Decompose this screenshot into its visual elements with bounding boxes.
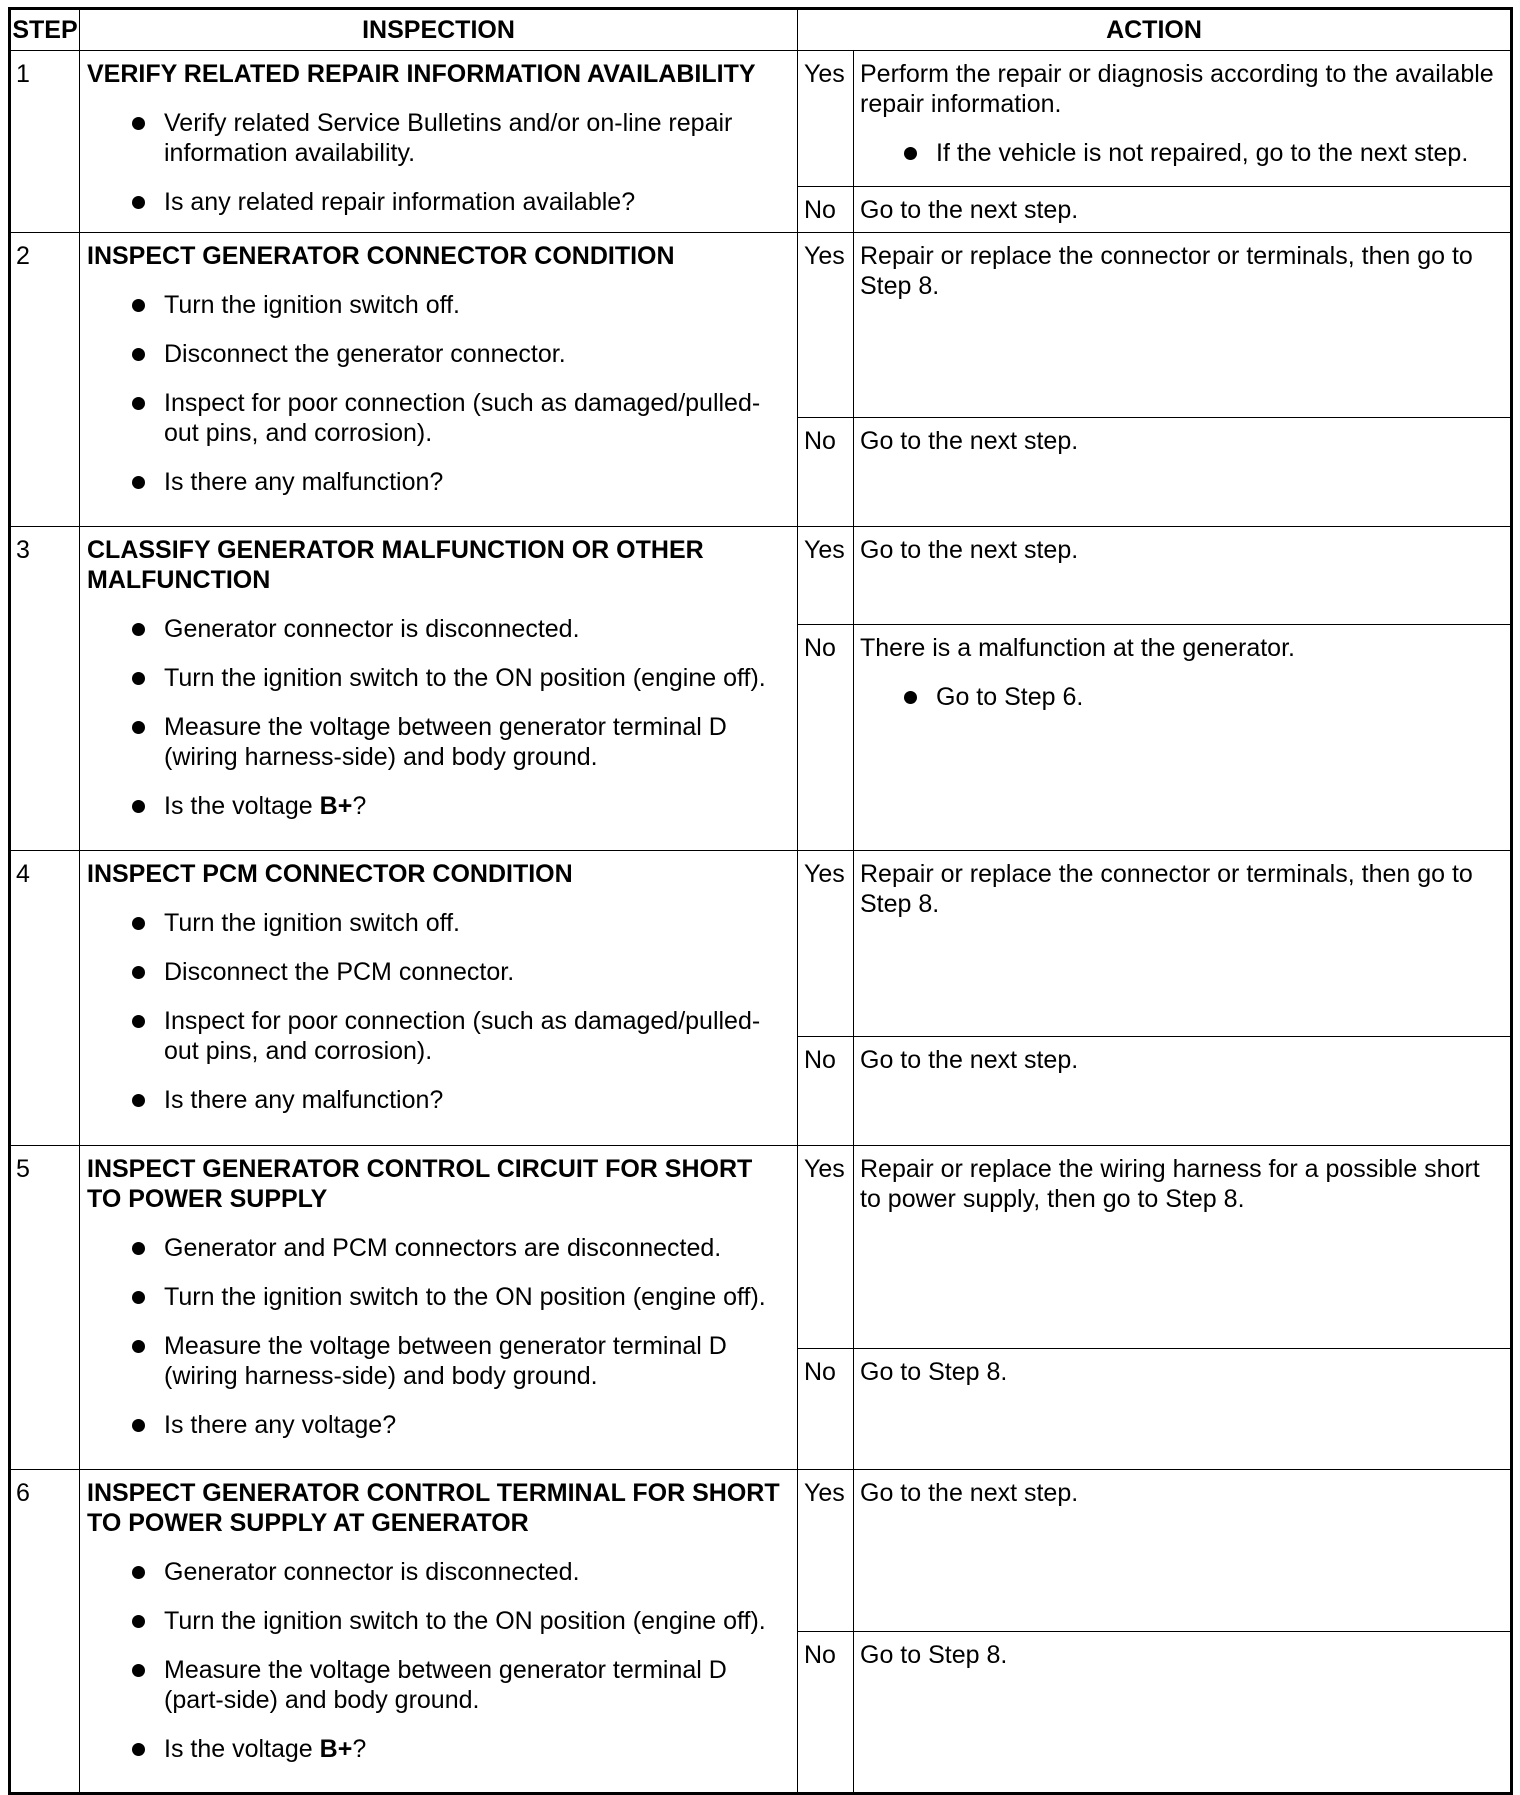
list-item: Generator connector is disconnected. bbox=[87, 1557, 789, 1587]
step-number: 2 bbox=[10, 233, 80, 527]
bullet-icon bbox=[132, 672, 145, 685]
yes-action: Repair or replace the connector or terminals, then go to Step 8. bbox=[854, 233, 1512, 418]
list-item: Is there any voltage? bbox=[87, 1410, 789, 1440]
list-item: Generator connector is disconnected. bbox=[87, 614, 789, 644]
no-label: No bbox=[798, 1632, 854, 1794]
step-inspection bbox=[80, 51, 798, 233]
step-inspection bbox=[80, 527, 798, 851]
yes-label: Yes bbox=[798, 851, 854, 1037]
yes-label: Yes bbox=[798, 233, 854, 418]
no-label: No bbox=[798, 1037, 854, 1146]
yes-label: Yes bbox=[798, 527, 854, 625]
inspection-list bbox=[87, 614, 789, 821]
step-4-yes-row bbox=[10, 851, 1512, 1037]
yes-action: Go to the next step. bbox=[854, 1470, 1512, 1632]
list-item: Measure the voltage between generator terminal D (wiring harness-side) and body ground. bbox=[87, 712, 789, 772]
list-item: Is the voltage B+? bbox=[87, 1734, 789, 1764]
step-inspection bbox=[80, 1146, 798, 1470]
yes-action: Repair or replace the wiring harness for a possible short to power supply, then go to Step 8. bbox=[854, 1146, 1512, 1349]
step-title: INSPECT GENERATOR CONTROL TERMINAL FOR SHORT TO POWER SUPPLY AT GENERATOR bbox=[87, 1479, 780, 1537]
step-title: INSPECT GENERATOR CONNECTOR CONDITION bbox=[87, 242, 675, 270]
step-title: VERIFY RELATED REPAIR INFORMATION AVAILABILITY bbox=[87, 60, 756, 88]
no-label: No bbox=[798, 418, 854, 527]
list-item: Disconnect the generator connector. bbox=[87, 339, 789, 369]
list-item: Measure the voltage between generator terminal D (wiring harness-side) and body ground. bbox=[87, 1331, 789, 1391]
inspection-list bbox=[87, 108, 789, 217]
step-number: 1 bbox=[10, 51, 80, 233]
action-text: There is a malfunction at the generator. bbox=[860, 634, 1295, 662]
bullet-icon bbox=[132, 1566, 145, 1579]
bullet-icon bbox=[132, 800, 145, 813]
bullet-icon bbox=[132, 917, 145, 930]
bullet-icon bbox=[132, 1015, 145, 1028]
inspection-list bbox=[87, 1557, 789, 1764]
list-item: Turn the ignition switch off. bbox=[87, 290, 789, 320]
no-label: No bbox=[798, 625, 854, 851]
inspection-list bbox=[87, 1233, 789, 1440]
list-item: Go to Step 6. bbox=[860, 682, 1502, 712]
bullet-icon bbox=[132, 1419, 145, 1432]
no-action: Go to the next step. bbox=[854, 1037, 1512, 1146]
bullet-icon bbox=[132, 1743, 145, 1756]
bullet-icon bbox=[132, 196, 145, 209]
list-item: If the vehicle is not repaired, go to the next step. bbox=[860, 138, 1502, 168]
step-2-yes-row bbox=[10, 233, 1512, 418]
step-number: 6 bbox=[10, 1470, 80, 1794]
bullet-icon bbox=[132, 1291, 145, 1304]
bullet-icon bbox=[132, 721, 145, 734]
step-5-yes-row bbox=[10, 1146, 1512, 1349]
bullet-icon bbox=[132, 348, 145, 361]
list-item: Turn the ignition switch to the ON position (engine off). bbox=[87, 1282, 789, 1312]
bullet-icon bbox=[904, 147, 917, 160]
bullet-icon bbox=[132, 1615, 145, 1628]
inspection-list bbox=[87, 908, 789, 1115]
bullet-icon bbox=[132, 117, 145, 130]
bullet-icon bbox=[132, 1664, 145, 1677]
step-number: 3 bbox=[10, 527, 80, 851]
inspection-list bbox=[87, 290, 789, 497]
bullet-icon bbox=[132, 1242, 145, 1255]
diagnostic-procedure-table bbox=[8, 7, 1513, 1795]
header-action: ACTION bbox=[798, 9, 1512, 51]
no-action: Go to the next step. bbox=[854, 418, 1512, 527]
header-inspection: INSPECTION bbox=[80, 9, 798, 51]
bullet-icon bbox=[132, 623, 145, 636]
list-item: Disconnect the PCM connector. bbox=[87, 957, 789, 987]
list-item: Turn the ignition switch off. bbox=[87, 908, 789, 938]
action-list bbox=[860, 682, 1502, 712]
list-item: Turn the ignition switch to the ON position (engine off). bbox=[87, 1606, 789, 1636]
no-action bbox=[854, 625, 1512, 851]
bullet-icon bbox=[132, 1340, 145, 1353]
bullet-icon bbox=[904, 691, 917, 704]
no-label: No bbox=[798, 187, 854, 233]
yes-label: Yes bbox=[798, 51, 854, 187]
step-title: INSPECT GENERATOR CONTROL CIRCUIT FOR SHORT TO POWER SUPPLY bbox=[87, 1155, 753, 1213]
no-action: Go to Step 8. bbox=[854, 1349, 1512, 1470]
step-title: INSPECT PCM CONNECTOR CONDITION bbox=[87, 860, 573, 888]
yes-action bbox=[854, 51, 1512, 187]
header-row bbox=[10, 9, 1512, 51]
list-item: Is there any malfunction? bbox=[87, 467, 789, 497]
list-item: Is the voltage B+? bbox=[87, 791, 789, 821]
yes-label: Yes bbox=[798, 1470, 854, 1632]
step-title: CLASSIFY GENERATOR MALFUNCTION OR OTHER MALFUNCTION bbox=[87, 536, 704, 594]
step-3-yes-row bbox=[10, 527, 1512, 625]
list-item: Generator and PCM connectors are disconnected. bbox=[87, 1233, 789, 1263]
list-item: Turn the ignition switch to the ON position (engine off). bbox=[87, 663, 789, 693]
yes-label: Yes bbox=[798, 1146, 854, 1349]
header-step: STEP bbox=[10, 9, 80, 51]
list-item: Inspect for poor connection (such as damaged/pulled-out pins, and corrosion). bbox=[87, 388, 789, 448]
step-number: 4 bbox=[10, 851, 80, 1146]
bullet-icon bbox=[132, 299, 145, 312]
bullet-icon bbox=[132, 397, 145, 410]
no-action: Go to Step 8. bbox=[854, 1632, 1512, 1794]
list-item: Measure the voltage between generator terminal D (part-side) and body ground. bbox=[87, 1655, 789, 1715]
yes-action: Repair or replace the connector or terminals, then go to Step 8. bbox=[854, 851, 1512, 1037]
bullet-icon bbox=[132, 1094, 145, 1107]
yes-action: Go to the next step. bbox=[854, 527, 1512, 625]
bullet-icon bbox=[132, 966, 145, 979]
list-item: Is there any malfunction? bbox=[87, 1085, 789, 1115]
step-inspection bbox=[80, 233, 798, 527]
step-1-yes-row bbox=[10, 51, 1512, 187]
step-6-yes-row bbox=[10, 1470, 1512, 1632]
step-number: 5 bbox=[10, 1146, 80, 1470]
no-action: Go to the next step. bbox=[854, 187, 1512, 233]
step-inspection bbox=[80, 851, 798, 1146]
action-text: Perform the repair or diagnosis according to the available repair information. bbox=[860, 60, 1494, 118]
action-list bbox=[860, 138, 1502, 168]
no-label: No bbox=[798, 1349, 854, 1470]
list-item: Inspect for poor connection (such as damaged/pulled-out pins, and corrosion). bbox=[87, 1006, 789, 1066]
list-item: Verify related Service Bulletins and/or on-line repair information availability. bbox=[87, 108, 789, 168]
list-item: Is any related repair information available? bbox=[87, 187, 789, 217]
step-inspection bbox=[80, 1470, 798, 1794]
bullet-icon bbox=[132, 476, 145, 489]
